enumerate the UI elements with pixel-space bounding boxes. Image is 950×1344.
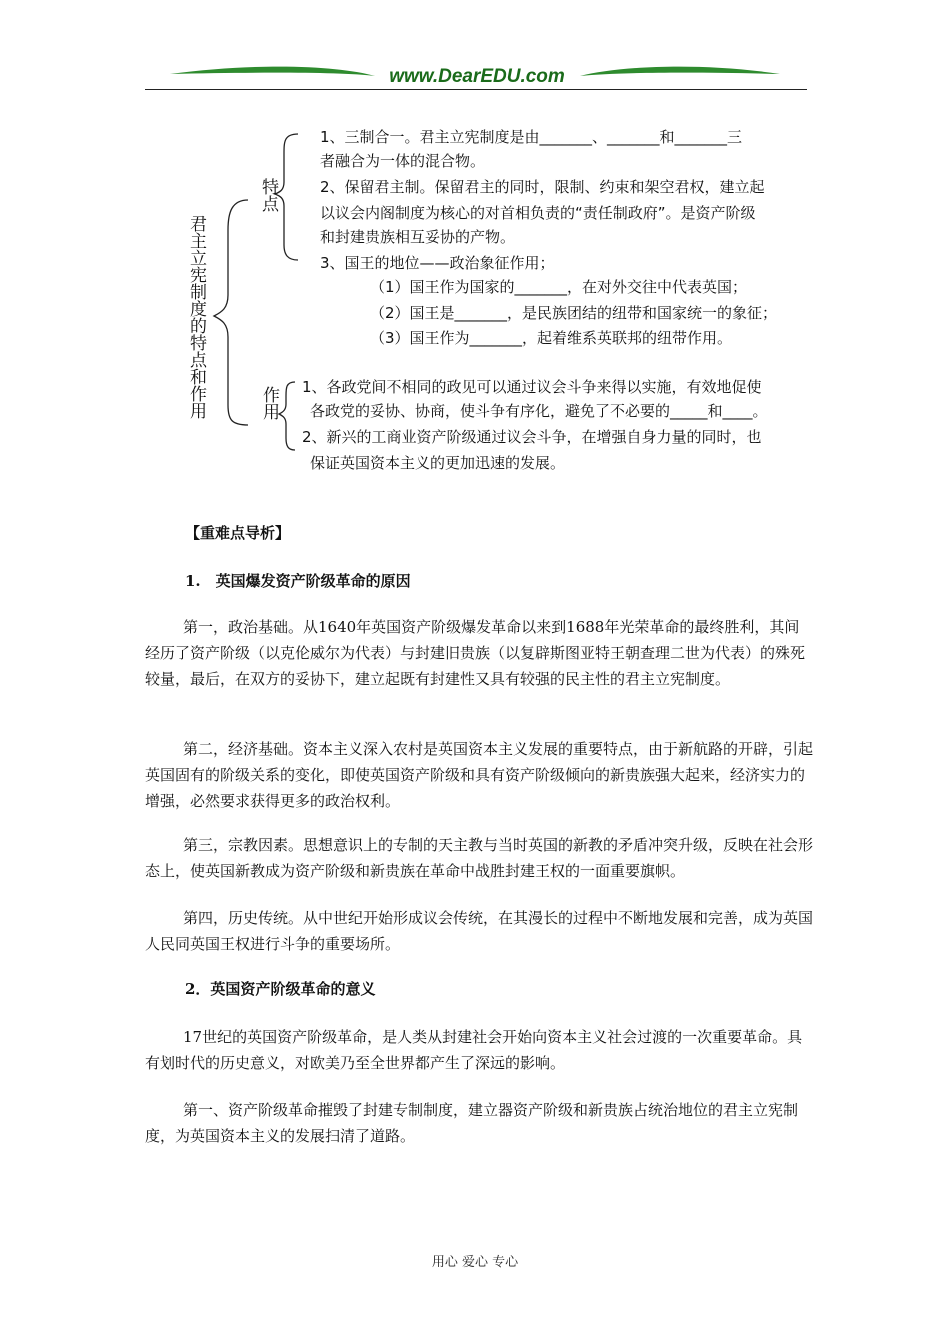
heading-2: 2．英国资产阶级革命的意义 bbox=[185, 980, 376, 998]
paragraph-1: 第一，政治基础。从1640年英国资产阶级爆发革命以来到1688年光荣革命的最终胜利，其间经历了资产阶级（以克伦威尔为代表）与封建旧贵族（以复辟斯图亚特王朝查理二世为代表）的殊死较量，最后，在双方的妥协下，建立起既有封建性又具有较强的民主性的君主立宪制度。 bbox=[145, 618, 806, 688]
paragraph-2: 第二，经济基础。资本主义深入农村是英国资本主义发展的重要特点，由于新航路的开辟，引起英国固有的阶级关系的变化，即使英国资产阶级和具有资产阶级倾向的新贵族强大起来，经济实力的增强，必然要求获得更多的政治权利。 bbox=[145, 740, 814, 810]
root-brace bbox=[214, 200, 248, 425]
section-title: 【重难点导析】 bbox=[185, 524, 291, 542]
heading-1: 1. 英国爆发资产阶级革命的原因 bbox=[185, 572, 411, 590]
paragraph-6: 第一、资产阶级革命摧毁了封建专制制度，建立器资产阶级和新贵族占统治地位的君主立宪制度，为英国资本主义的发展扫清了道路。 bbox=[145, 1101, 799, 1145]
effects-label: 作用 bbox=[259, 386, 279, 420]
page-footer: 用心 爱心 专心 bbox=[431, 1255, 519, 1270]
paragraph-4: 第四，历史传统。从中世纪开始形成议会传统，在其漫长的过程中不断地发展和完善，成为英国人民同英国王权进行斗争的重要场所。 bbox=[145, 909, 814, 953]
feature-2-line-3: 和封建贵族相互妥协的产物。 bbox=[320, 228, 516, 246]
constitutional-monarchy-diagram bbox=[180, 120, 840, 480]
feature-2-line-2: 以议会内阁制度为核心的对首相负责的“责任制政府”。是资产阶级 bbox=[320, 204, 756, 222]
feature-3-sub-1: （1）国王作为国家的_______，在对外交往中代表英国； bbox=[370, 278, 748, 296]
effect-1-line-2: 各政党的妥协、协商，使斗争有序化，避免了不必要的_____和____。 bbox=[310, 402, 768, 420]
features-label: 特点 bbox=[258, 178, 278, 212]
effect-2-line-2: 保证英国资本主义的更加迅速的发展。 bbox=[310, 454, 566, 472]
logo-right-swoosh bbox=[580, 67, 780, 76]
header-rule bbox=[145, 89, 807, 90]
effect-2-line-1: 2、新兴的工商业资产阶级通过议会斗争，在增强自身力量的同时，也 bbox=[302, 428, 762, 446]
logo-left-swoosh bbox=[170, 67, 375, 76]
feature-1-line-1: 1、三制合一。君主立宪制度是由_______、_______和_______三 bbox=[320, 128, 743, 146]
feature-2-line-1: 2、保留君主制。保留君主的同时，限制、约束和架空君权，建立起 bbox=[320, 178, 765, 196]
feature-1-line-2: 者融合为一体的混合物。 bbox=[320, 152, 486, 170]
logo-text: www.DearEDU.com bbox=[389, 66, 565, 87]
feature-3-sub-3: （3）国王作为_______，起着维系英联邦的纽带作用。 bbox=[370, 329, 733, 347]
root-label: 君主立宪制度的特点和作用 bbox=[186, 215, 206, 419]
paragraph-3: 第三，宗教因素。思想意识上的专制的天主教与当时英国的新教的矛盾冲突升级，反映在社会形态上，使英国新教成为资产阶级和新贵族在革命中战胜封建王权的一面重要旗帜。 bbox=[145, 836, 814, 880]
feature-3-sub-2: （2）国王是_______，是民族团结的纽带和国家统一的象征； bbox=[370, 304, 778, 322]
dearedu-logo bbox=[140, 60, 810, 90]
effect-1-line-1: 1、各政党间不相同的政见可以通过议会斗争来得以实施，有效地促使 bbox=[302, 378, 762, 396]
feature-3-line-1: 3、国王的地位——政治象征作用； bbox=[320, 254, 555, 272]
paragraph-5: 17世纪的英国资产阶级革命，是人类从封建社会开始向资本主义社会过渡的一次重要革命。具有划时代的历史意义，对欧美乃至全世界都产生了深远的影响。 bbox=[145, 1028, 803, 1072]
